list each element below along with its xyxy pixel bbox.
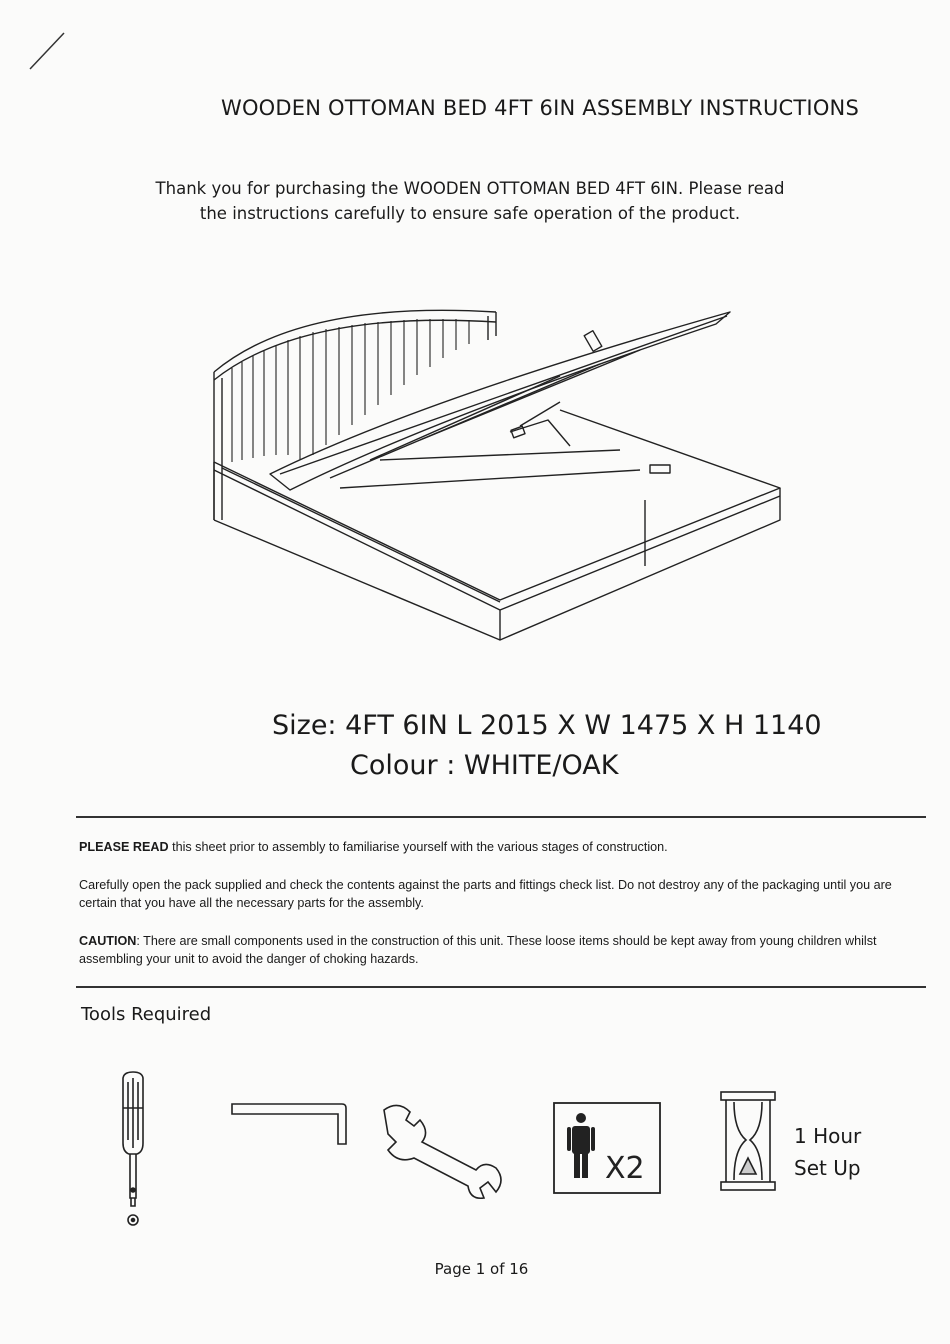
hourglass-icon [718,1088,778,1198]
caution-text: : There are small components used in the construction of this unit. These loose items should be kept away from young children whilst assembling your unit to avoid the danger of choking hazards. [79,934,877,966]
size-value: 4FT 6IN L 2015 X W 1475 X H 1140 [336,710,822,741]
colour-specification [350,750,618,781]
size-label: Size: [272,710,337,741]
page-title: WOODEN OTTOMAN BED 4FT 6IN ASSEMBLY INSTRUCTIONS [220,96,859,120]
setup-time-label: Set Up [794,1156,861,1180]
tools-heading: Tools Required [81,1004,212,1025]
size-specification [272,710,822,741]
please-read-text: this sheet prior to assembly to familiarise yourself with the various stages of construction. [168,840,668,854]
intro-line-1: Thank you for purchasing the WOODEN OTTOMAN BED 4FT 6IN. Please read [155,179,785,198]
please-read-notice [79,838,929,856]
setup-time-hours: 1 Hour [794,1124,862,1148]
colour-value: WHITE/OAK [463,750,619,781]
two-person-icon [553,1102,663,1196]
spanner-icon [380,1102,510,1197]
caution-label: CAUTION [79,934,137,948]
page-number: Page 1 of 16 [434,1260,529,1278]
person-count: X2 [605,1151,645,1186]
allen-key-icon [228,1100,358,1150]
divider-bottom [76,986,926,988]
intro-line-2: the instructions carefully to ensure safe operation of the product. [199,204,741,223]
divider-top [76,816,926,818]
colour-label: Colour : [350,750,464,781]
screwdriver-icon [113,1068,153,1228]
caution-notice [79,932,929,968]
please-read-label: PLEASE READ [79,840,169,854]
packaging-notice: Carefully open the pack supplied and check the contents against the parts and fittings check list. Do not destroy any of the packaging until you are certain that you have all the necessary parts for the assembly. [79,878,892,910]
setup-time [794,1120,861,1184]
